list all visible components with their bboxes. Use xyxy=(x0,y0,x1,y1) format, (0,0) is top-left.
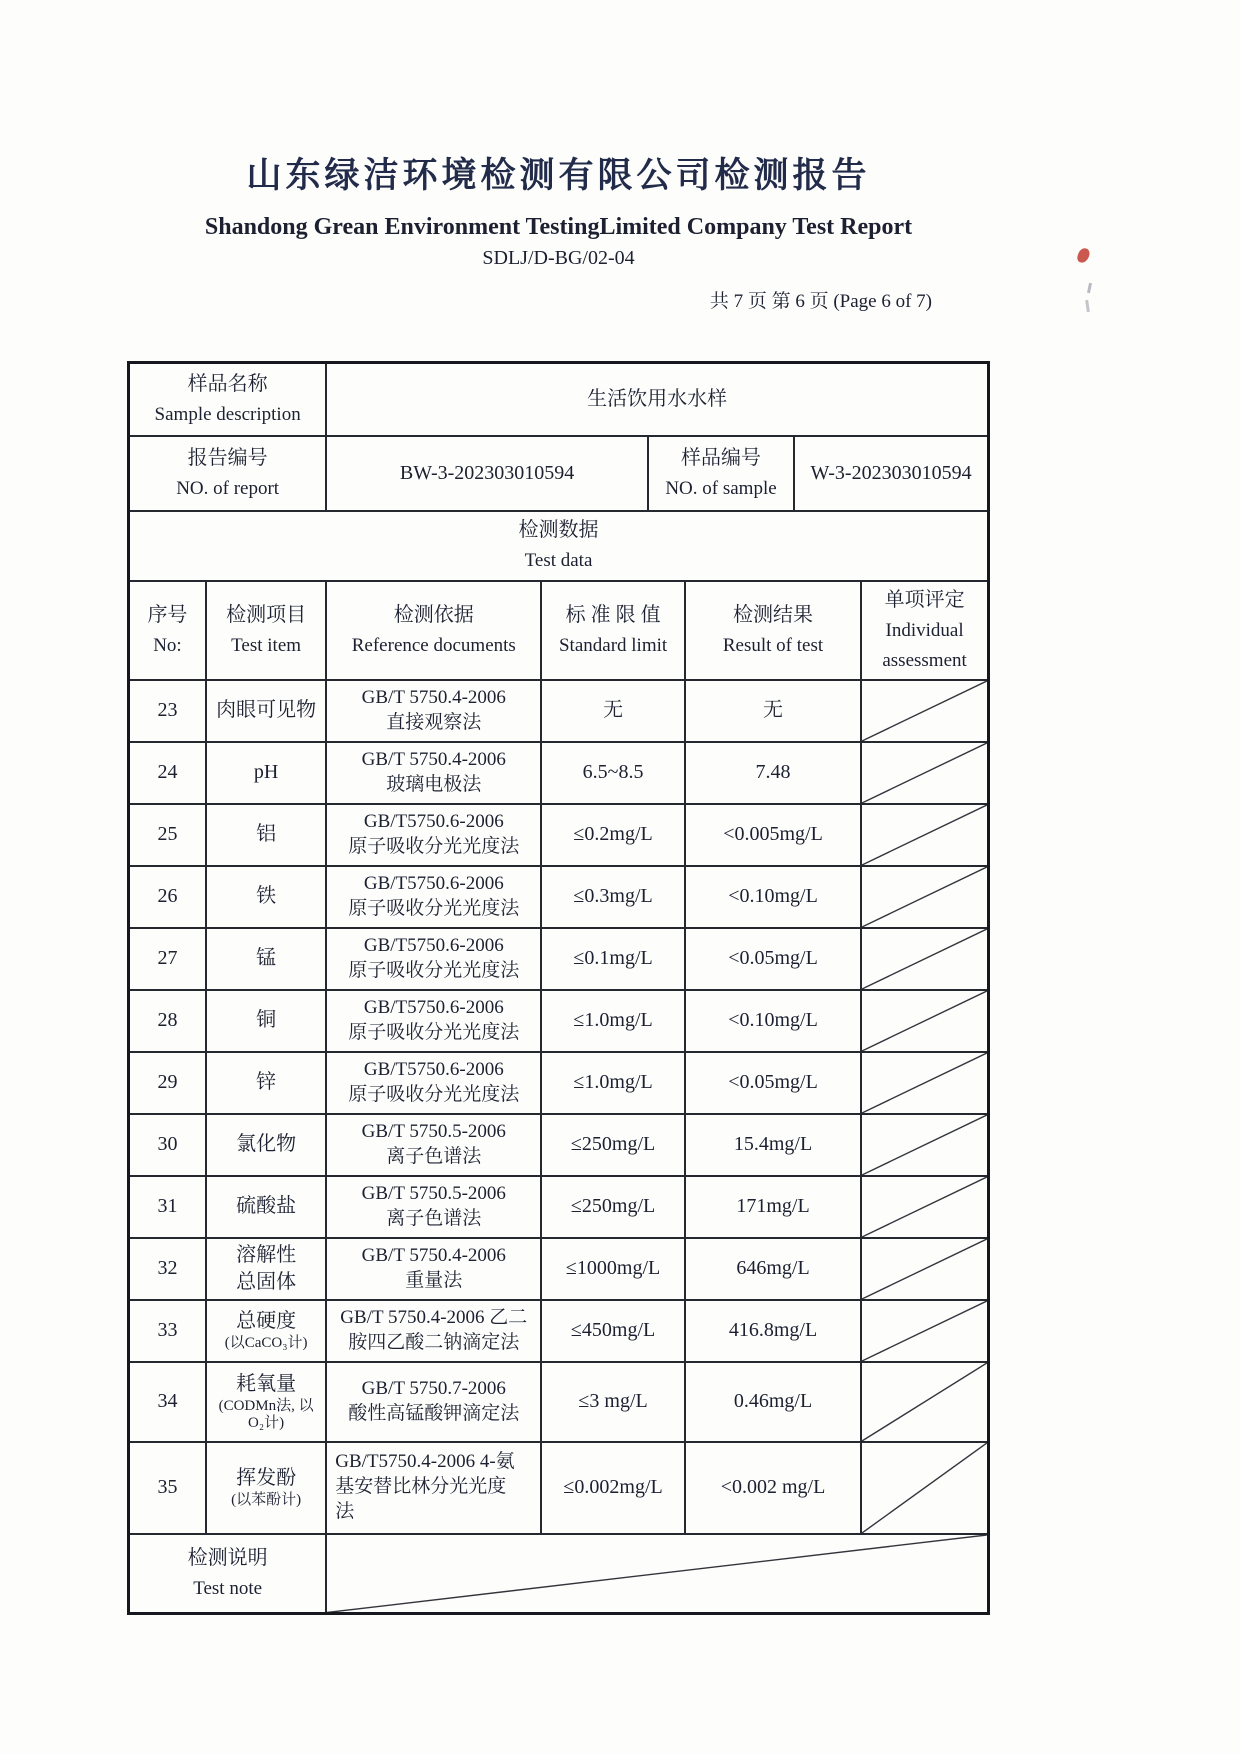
row-number-cell: 31 xyxy=(129,1176,206,1238)
reference-document-cell: GB/T5750.6-2006 原子吸收分光光度法 xyxy=(326,1052,541,1114)
diagonal-slash-line xyxy=(862,929,987,989)
report-title-en: Shandong Grean Environment TestingLimited Company Test Report xyxy=(204,214,913,240)
reference-document-cell: GB/T 5750.4-2006 直接观察法 xyxy=(326,680,541,742)
test-result-cell: <0.05mg/L xyxy=(685,1052,861,1114)
test-data-section-row xyxy=(129,511,989,581)
standard-limit-cell: ≤1.0mg/L xyxy=(541,1052,685,1114)
reference-document-cell: GB/T 5750.7-2006 酸性高锰酸钾滴定法 xyxy=(326,1362,541,1442)
doc-code: SDLJ/D-BG/02-04 xyxy=(482,247,635,269)
test-item-cell: 挥发酚 (以苯酚计) xyxy=(206,1442,326,1534)
row-number-cell: 34 xyxy=(129,1362,206,1442)
table-row xyxy=(129,990,989,1052)
test-item-cell: pH xyxy=(206,742,326,804)
sample-number-label-cn: 样品编号 xyxy=(681,446,761,469)
column-header-limit: 标 准 限 值 Standard limit xyxy=(541,581,685,680)
test-result-cell: 7.48 xyxy=(685,742,861,804)
diagonal-slash-line xyxy=(862,681,987,741)
report-number-label-cn: 报告编号 xyxy=(187,446,268,469)
report-number-value: BW-3-202303010594 xyxy=(326,436,648,511)
sample-number-value: W-3-202303010594 xyxy=(794,436,988,511)
table-row xyxy=(129,1238,989,1300)
assessment-blank-cell xyxy=(861,866,988,928)
test-data-title-en: Test data xyxy=(524,550,593,572)
report-number-row xyxy=(129,436,989,511)
standard-limit-cell: ≤450mg/L xyxy=(541,1300,685,1362)
reference-document-cell: GB/T 5750.5-2006 离子色谱法 xyxy=(326,1114,541,1176)
diagonal-slash-line xyxy=(862,991,987,1051)
diagonal-slash-line xyxy=(862,1443,987,1533)
assessment-blank-cell xyxy=(861,1052,988,1114)
test-item-cell: 锌 xyxy=(206,1052,326,1114)
row-number-cell: 23 xyxy=(129,680,206,742)
reference-document-cell: GB/T5750.6-2006 原子吸收分光光度法 xyxy=(326,866,541,928)
report-content xyxy=(127,0,990,1615)
row-number-cell: 24 xyxy=(129,742,206,804)
test-item-cell: 氯化物 xyxy=(206,1114,326,1176)
test-item-cell: 耗氧量 (CODMn法, 以O₂计) xyxy=(206,1362,326,1442)
sample-description-row xyxy=(129,363,989,436)
standard-limit-cell: ≤250mg/L xyxy=(541,1114,685,1176)
column-header-reference: 检测依据 Reference documents xyxy=(326,581,541,680)
column-header-item: 检测项目 Test item xyxy=(206,581,326,680)
standard-limit-cell: ≤0.002mg/L xyxy=(541,1442,685,1534)
table-row xyxy=(129,1176,989,1238)
test-result-cell: <0.002 mg/L xyxy=(685,1442,861,1534)
sample-number-label xyxy=(648,436,794,511)
page-indicator: 共 7 页 第 6 页 (Page 6 of 7) xyxy=(709,291,932,312)
test-item-cell: 铝 xyxy=(206,804,326,866)
reference-document-cell: GB/T5750.6-2006 原子吸收分光光度法 xyxy=(326,804,541,866)
test-note-blank-cell xyxy=(326,1534,988,1614)
table-row xyxy=(129,1052,989,1114)
test-item-cell: 硫酸盐 xyxy=(206,1176,326,1238)
gray-scan-artifact xyxy=(1085,300,1090,312)
diagonal-slash-line xyxy=(862,1177,987,1237)
table-row xyxy=(129,1442,989,1534)
test-item-cell: 溶解性 总固体 xyxy=(206,1238,326,1300)
assessment-blank-cell xyxy=(861,1300,988,1362)
standard-limit-cell: 无 xyxy=(541,680,685,742)
test-item-cell: 铜 xyxy=(206,990,326,1052)
diagonal-slash-line xyxy=(862,1239,987,1299)
test-item-cell: 肉眼可见物 xyxy=(206,680,326,742)
standard-limit-cell: ≤250mg/L xyxy=(541,1176,685,1238)
reference-document-cell: GB/T 5750.4-2006 重量法 xyxy=(326,1238,541,1300)
standard-limit-cell: ≤0.1mg/L xyxy=(541,928,685,990)
assessment-blank-cell xyxy=(861,1238,988,1300)
table-row xyxy=(129,928,989,990)
row-number-cell: 35 xyxy=(129,1442,206,1534)
test-result-cell: 15.4mg/L xyxy=(685,1114,861,1176)
table-row xyxy=(129,1114,989,1176)
column-header-row xyxy=(129,581,989,680)
test-rows xyxy=(129,680,989,1534)
sample-number-label-en: NO. of sample xyxy=(665,477,777,499)
test-result-cell: 无 xyxy=(685,680,861,742)
sample-description-label-en: Sample description xyxy=(154,404,301,426)
report-title-cn: 山东绿洁环境检测有限公司检测报告 xyxy=(246,156,871,195)
test-note-label-cn: 检测说明 xyxy=(187,1547,268,1570)
test-item-cell: 总硬度 (以CaCO₃计) xyxy=(206,1300,326,1362)
diagonal-slash-line xyxy=(862,743,987,803)
row-number-cell: 33 xyxy=(129,1300,206,1362)
reference-document-cell: GB/T 5750.4-2006 乙二 胺四乙酸二钠滴定法 xyxy=(326,1300,541,1362)
test-report-table xyxy=(127,361,990,1615)
test-result-cell: 416.8mg/L xyxy=(685,1300,861,1362)
table-row xyxy=(129,804,989,866)
assessment-blank-cell xyxy=(861,804,988,866)
test-data-section-title xyxy=(129,511,989,581)
row-number-cell: 29 xyxy=(129,1052,206,1114)
assessment-blank-cell xyxy=(861,990,988,1052)
table-row xyxy=(129,680,989,742)
test-result-cell: <0.10mg/L xyxy=(685,866,861,928)
diagonal-slash-line xyxy=(862,1301,987,1361)
gray-scan-artifact xyxy=(1087,283,1092,293)
red-ink-scan-artifact xyxy=(1076,247,1091,265)
reference-document-cell: GB/T5750.6-2006 原子吸收分光光度法 xyxy=(326,990,541,1052)
row-number-cell: 26 xyxy=(129,866,206,928)
diagonal-slash-line xyxy=(862,1115,987,1175)
assessment-blank-cell xyxy=(861,742,988,804)
column-header-assessment: 单项评定 Individual assessment xyxy=(861,581,988,680)
standard-limit-cell: ≤1000mg/L xyxy=(541,1238,685,1300)
sample-description-value: 生活饮用水水样 xyxy=(326,363,988,436)
assessment-blank-cell xyxy=(861,1442,988,1534)
sample-description-label xyxy=(129,363,327,436)
report-number-label-en: NO. of report xyxy=(176,477,280,499)
assessment-blank-cell xyxy=(861,1176,988,1238)
test-note-label-en: Test note xyxy=(193,1578,263,1600)
row-number-cell: 32 xyxy=(129,1238,206,1300)
test-result-cell: 646mg/L xyxy=(685,1238,861,1300)
test-data-title-cn: 检测数据 xyxy=(518,519,599,542)
sample-description-label-cn: 样品名称 xyxy=(187,373,268,396)
test-item-cell: 铁 xyxy=(206,866,326,928)
diagonal-slash-line xyxy=(327,1535,987,1613)
reference-document-cell: GB/T5750.6-2006 原子吸收分光光度法 xyxy=(326,928,541,990)
column-header-result: 检测结果 Result of test xyxy=(685,581,861,680)
standard-limit-cell: ≤1.0mg/L xyxy=(541,990,685,1052)
test-note-row xyxy=(129,1534,989,1614)
row-number-cell: 25 xyxy=(129,804,206,866)
standard-limit-cell: ≤3 mg/L xyxy=(541,1362,685,1442)
assessment-blank-cell xyxy=(861,928,988,990)
standard-limit-cell: ≤0.3mg/L xyxy=(541,866,685,928)
test-item-cell: 锰 xyxy=(206,928,326,990)
diagonal-slash-line xyxy=(862,1363,987,1441)
row-number-cell: 30 xyxy=(129,1114,206,1176)
standard-limit-cell: ≤0.2mg/L xyxy=(541,804,685,866)
reference-document-cell: GB/T 5750.4-2006 玻璃电极法 xyxy=(326,742,541,804)
diagonal-slash-line xyxy=(862,1053,987,1113)
column-header-no: 序号 No: xyxy=(129,581,206,680)
diagonal-slash-line xyxy=(862,867,987,927)
test-result-cell: <0.05mg/L xyxy=(685,928,861,990)
test-result-cell: 0.46mg/L xyxy=(685,1362,861,1442)
test-result-cell: 171mg/L xyxy=(685,1176,861,1238)
diagonal-slash-line xyxy=(862,805,987,865)
assessment-blank-cell xyxy=(861,1114,988,1176)
row-number-cell: 27 xyxy=(129,928,206,990)
test-result-cell: <0.10mg/L xyxy=(685,990,861,1052)
table-row xyxy=(129,866,989,928)
reference-document-cell: GB/T5750.4-2006 4-氨 基安替比林分光光度 法 xyxy=(326,1442,541,1534)
table-row xyxy=(129,742,989,804)
test-result-cell: <0.005mg/L xyxy=(685,804,861,866)
assessment-blank-cell xyxy=(861,680,988,742)
reference-document-cell: GB/T 5750.5-2006 离子色谱法 xyxy=(326,1176,541,1238)
assessment-blank-cell xyxy=(861,1362,988,1442)
test-note-label xyxy=(129,1534,327,1614)
table-row xyxy=(129,1300,989,1362)
row-number-cell: 28 xyxy=(129,990,206,1052)
report-number-label xyxy=(129,436,327,511)
standard-limit-cell: 6.5~8.5 xyxy=(541,742,685,804)
table-row xyxy=(129,1362,989,1442)
